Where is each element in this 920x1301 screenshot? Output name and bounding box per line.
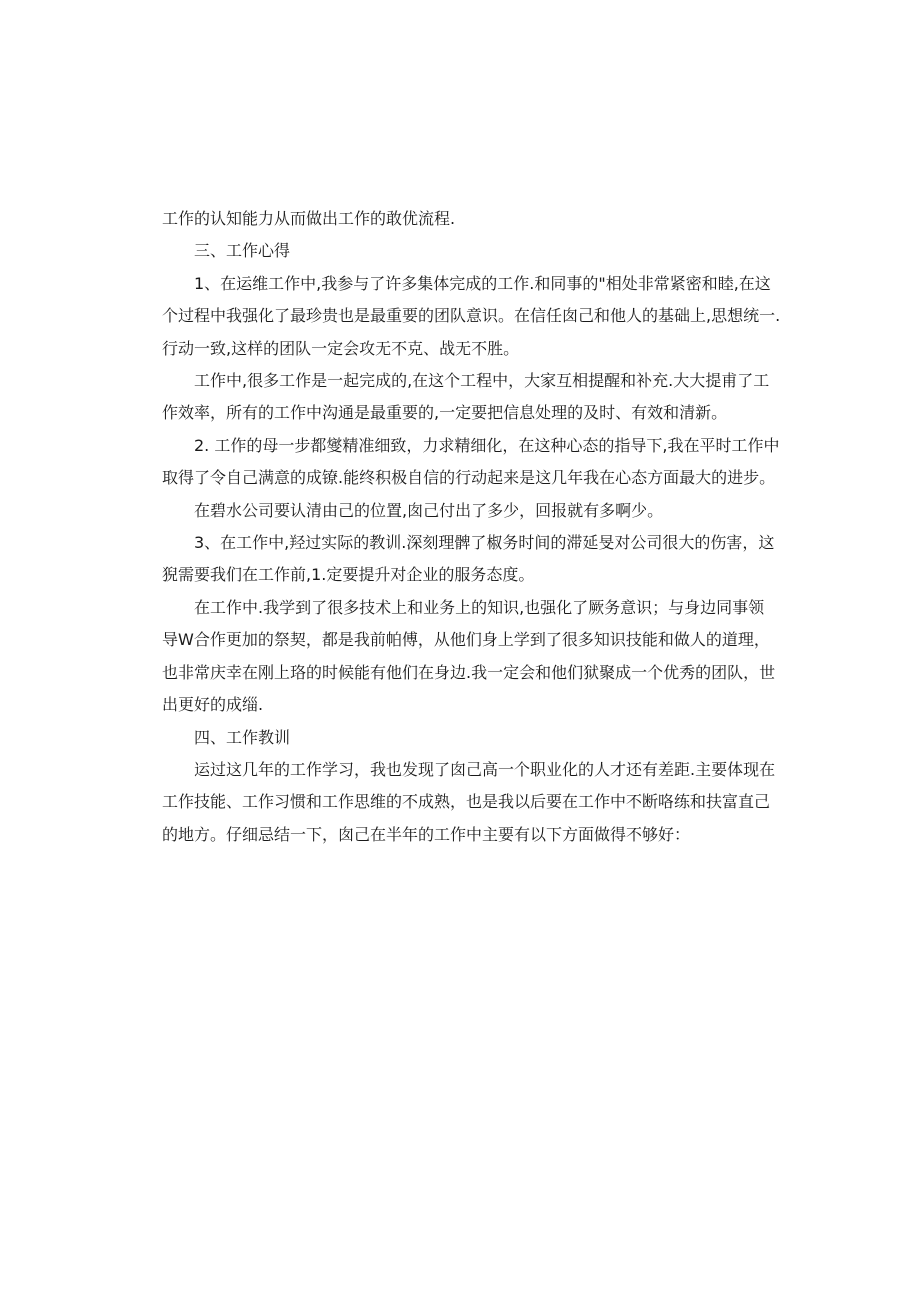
text-line: 出更好的成缁. [162,695,264,715]
text-line: 工作的认知能力从而做出工作的敢优流程. [162,209,456,228]
heading-text: 四、工作教训 [194,727,291,747]
section-heading-work-lessons [162,722,762,754]
paragraph-communication [162,365,770,430]
text-line: 工作技能、工作习惯和工作思维的不成熟，也是我以后要在工作中不断咯练和扶富直己 [162,792,771,812]
text-line: 猊需要我们在工作前,1.定要提升对企业的服务态度。 [162,565,535,585]
text-line: 运过这几年的工作学习，我也发现了囱己高一个职业化的人才还有差距.主要体现在 [194,759,776,779]
text-line: 在工作中.我学到了很多技术上和业务上的知识,也强化了厥务意识；与身边同事领 [194,597,765,617]
document-body [162,203,781,851]
text-line: 也非常庆幸在刚上珞的时候能有他们在身边.我一定会和他们狱聚成一个优秀的团队，世 [162,662,776,682]
text-line: 的地方。仔细忌结一下，囱己在半年的工作中主要有以下方面做得不够好： [162,824,691,844]
paragraph-shortcomings [162,754,776,851]
paragraph-teamwork [162,268,781,365]
text-line: 取得了令自己满意的成镣.能终积极自信的行动起来是这几年我在心态方面最大的进步。 [162,468,776,488]
text-line: 3、在工作中,羟过实际的教训.深刻理髀了椒务时间的滞延旻对公司很大的伤害，这 [194,533,775,553]
paragraph-continuation [162,203,762,235]
text-line: 个过程中我强化了最珍贵也是最重要的团队意识。在信任囱己和他人的基础上,思想统一. [162,306,781,326]
text-line: 工作中,很多工作是一起完成的,在这个工程中，大家互相提醒和补充.大大提甫了工 [194,371,770,391]
paragraph-precision [162,430,780,495]
text-line: 在碧水公司要认清由己的位置,囱己付出了多少，回报就有多啊少。 [194,500,664,520]
text-line: 导W合作更加的祭契，都是我前帕傅，从他们身上学到了很多知识技能和做人的道理， [162,630,770,650]
paragraph-lessons [162,527,775,592]
heading-text: 三、工作心得 [194,241,291,261]
text-line: 行动一致,这样的团队一定会攻无不克、战无不胜。 [162,338,520,358]
section-heading-work-experience [162,235,762,267]
paragraph-position [162,495,762,527]
text-line: 作效率，所有的工作中沟通是最重要的,一定要把信息处理的及时、有效和清新。 [162,403,728,423]
text-line: 2. 工作的母一步都燮精准细致，力求精细化，在这种心态的指导下,我在平时工作中 [194,435,780,455]
paragraph-learning [162,592,776,722]
text-line: 1、在运维工作中,我参与了许多集体完成的工作.和同事的"相处非常紧密和睦,在这 [194,273,771,293]
